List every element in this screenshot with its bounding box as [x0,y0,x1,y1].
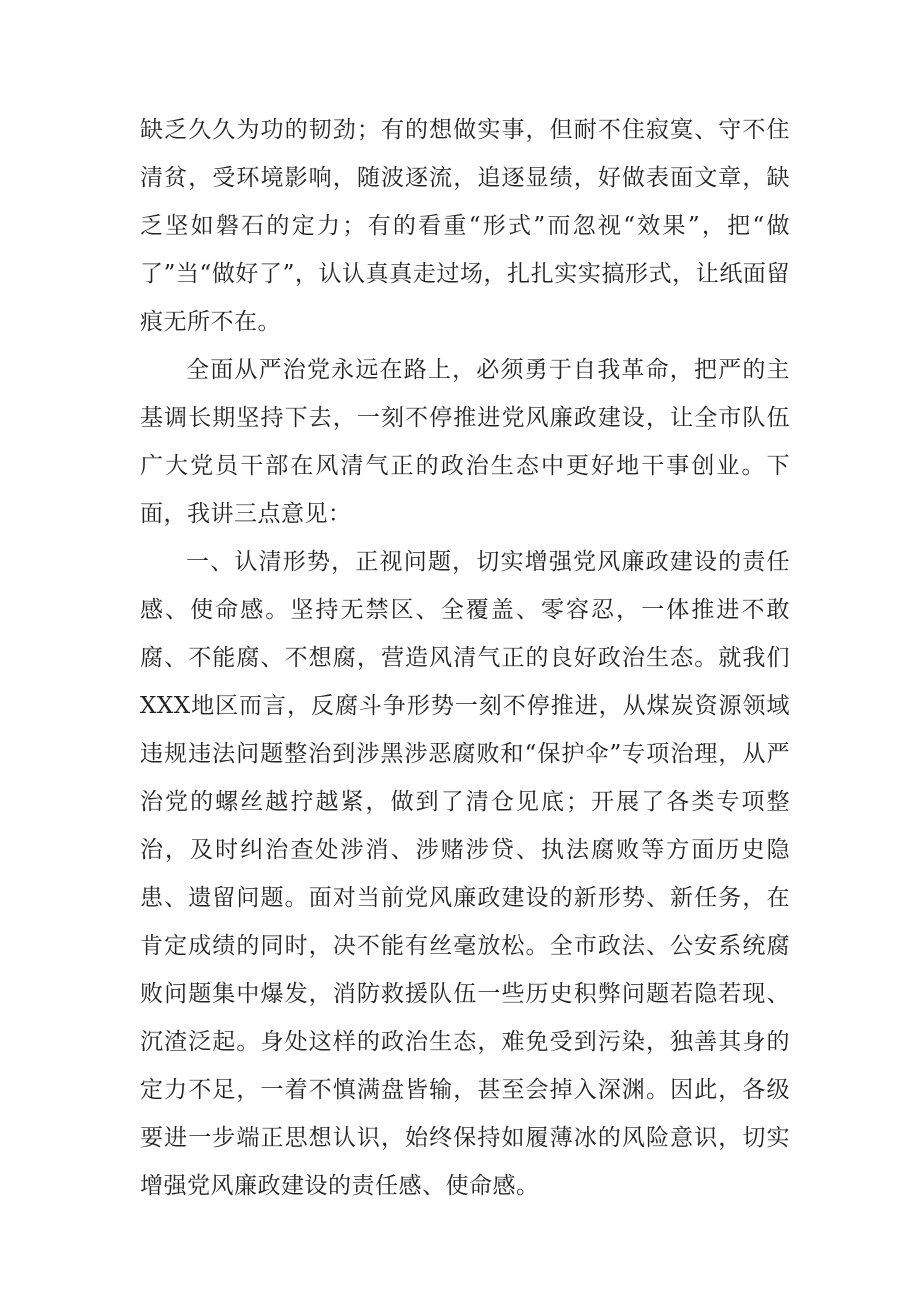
document-body [140,106,790,1210]
paragraph-continuation: 缺乏久久为功的韧劲；有的想做实事，但耐不住寂寞、守不住清贫，受环境影响，随波逐流，追逐显绩，好做表面文章，缺乏坚如磐石的定力；有的看重“形式”而忽视“效果”，把“做了”当“做好了”，认认真真走过场，扎扎实实搞形式，让纸面留痕无所不在。 [140,117,790,335]
paragraph-intro: 全面从严治党永远在路上，必须勇于自我革命，把严的主基调长期坚持下去，一刻不停推进党风廉政建设，让全市队伍广大党员干部在风清气正的政治生态中更好地干事创业。下面，我讲三点意见： [140,357,790,527]
paragraph-section-one: 一、认清形势，正视问题，切实增强党风廉政建设的责任感、使命感。坚持无禁区、全覆盖、零容忍，一体推进不敢腐、不能腐、不想腐，营造风清气正的良好政治生态。就我们XXX地区而言，反腐斗争形势一刻不停推进，从煤炭资源领域违规违法问题整治到涉黑涉恶腐败和“保护伞”专项治理，从严治党的螺丝越拧越紧，做到了清仓见底；开展了各类专项整治，及时纠治查处涉消、涉赌涉贷、执法腐败等方面历史隐患、遗留问题。面对当前党风廉政建设的新形势、新任务，在肯定成绩的同时，决不能有丝毫放松。全市政法、公安系统腐败问题集中爆发，消防救援队伍一些历史积弊问题若隐若现、沉渣泛起。身处这样的政治生态，难免受到污染，独善其身的定力不足，一着不慎满盘皆输，甚至会掉入深渊。因此，各级要进一步端正思想认识，始终保持如履薄冰的风险意识，切实增强党风廉政建设的责任感、使命感。 [140,549,790,1199]
